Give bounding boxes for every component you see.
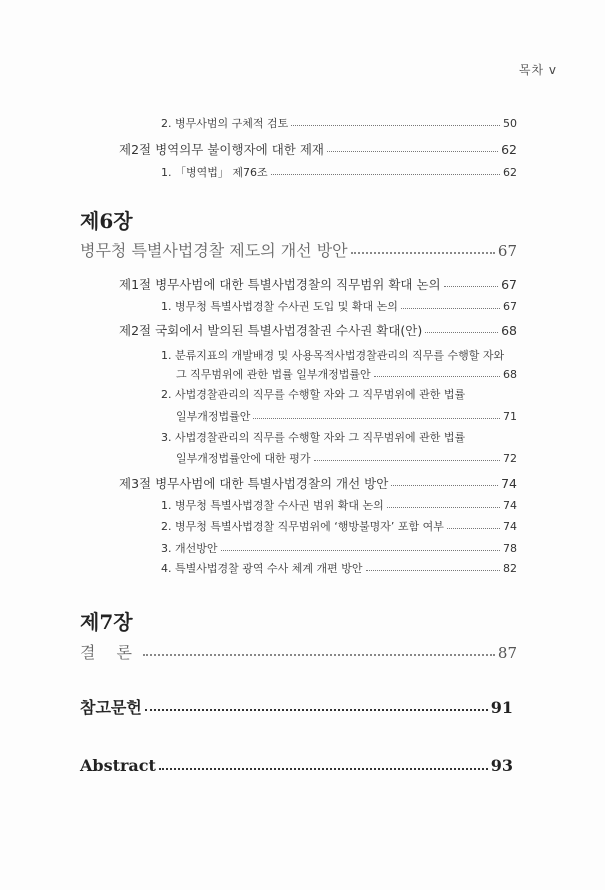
toc-section-title: 제3절 병무사범에 대한 특별사법경찰의 개선 방안 <box>119 476 389 491</box>
references-page: 91 <box>490 698 513 717</box>
chapter-title: 결 론 <box>80 643 140 662</box>
references-title: 참고문헌 <box>80 698 142 717</box>
toc-entry-title: 3. 개선방안 <box>161 542 218 555</box>
abstract-entry[interactable] <box>80 756 513 775</box>
toc-entry[interactable] <box>161 540 517 556</box>
toc-entry-page: 68 <box>503 368 517 381</box>
toc-section-page: 74 <box>501 476 517 491</box>
leader-dots <box>314 460 500 461</box>
toc-section[interactable] <box>119 474 517 492</box>
toc-entry-page: 74 <box>503 499 517 512</box>
toc-entry-title: 일부개정법률안 <box>176 410 251 423</box>
leader-dots <box>366 570 501 571</box>
running-head: 목차 v <box>518 63 557 77</box>
leader-dots <box>401 308 500 309</box>
toc-entry-line1: 3. 사법경찰관리의 직무를 수행할 자와 그 직무범위에 관한 법률 <box>161 431 466 444</box>
abstract-title: Abstract <box>80 756 156 775</box>
toc-entry-title: 2. 병무청 특별사법경찰 직무범위에 ‘행방불명자’ 포함 여부 <box>161 520 444 533</box>
toc-entry-page: 78 <box>503 542 517 555</box>
leader-dots <box>327 151 498 152</box>
references-entry[interactable] <box>80 695 513 718</box>
toc-entry-page: 50 <box>503 117 517 130</box>
toc-section-page: 68 <box>501 323 517 338</box>
toc-entry-title: 일부개정법률안에 대한 평가 <box>176 452 311 465</box>
leader-dots <box>387 507 500 508</box>
toc-entry-title: 1. 병무청 특별사법경찰 수사권 범위 확대 논의 <box>161 499 384 512</box>
chapter-page: 87 <box>497 644 517 662</box>
toc-entry[interactable] <box>161 518 517 534</box>
leader-dots <box>374 376 500 377</box>
leader-dots <box>291 125 500 126</box>
toc-entry-page: 67 <box>503 300 517 313</box>
toc-entry-line1: 2. 사법경찰관리의 직무를 수행할 자와 그 직무범위에 관한 법률 <box>161 388 466 401</box>
leader-dots <box>391 485 498 486</box>
leader-dots <box>271 174 500 175</box>
leader-dots <box>425 332 498 333</box>
toc-entry-title: 4. 특별사법경찰 광역 수사 체계 개편 방안 <box>161 562 363 575</box>
leader-dots <box>221 550 501 551</box>
toc-entry-title: 1. 「병역법」 제76조 <box>161 166 268 179</box>
toc-section-title: 제2절 국회에서 발의된 특별사법경찰권 수사권 확대(안) <box>119 323 423 338</box>
toc-entry[interactable] <box>161 115 517 131</box>
toc-section-title: 제1절 병무사범에 대한 특별사법경찰의 직무범위 확대 논의 <box>119 277 441 292</box>
toc-section[interactable] <box>119 321 517 339</box>
toc-entry-title: 2. 병무사범의 구체적 검토 <box>161 117 289 130</box>
toc-entry[interactable] <box>161 560 517 576</box>
leader-dots <box>444 286 498 287</box>
toc-entry[interactable] <box>176 450 517 466</box>
toc-entry[interactable] <box>161 298 517 314</box>
leader-dots <box>253 418 500 419</box>
chapter-title: 병무청 특별사법경찰 제도의 개선 방안 <box>80 241 348 260</box>
toc-entry[interactable] <box>176 366 517 382</box>
toc-section-page: 67 <box>501 277 517 292</box>
toc-entry-page: 74 <box>503 520 517 533</box>
toc-entry-title: 1. 병무청 특별사법경찰 수사권 도입 및 확대 논의 <box>161 300 398 313</box>
abstract-page: 93 <box>490 756 513 775</box>
toc-entry-page: 82 <box>503 562 517 575</box>
toc-entry-page: 62 <box>503 166 517 179</box>
leader-dots <box>145 709 488 711</box>
toc-entry-title: 그 직무범위에 관한 법률 일부개정법률안 <box>176 368 371 381</box>
toc-entry-line1: 1. 분류지표의 개발배경 및 사용목적사법경찰관리의 직무를 수행할 자와 <box>161 349 505 362</box>
toc-entry[interactable] <box>161 164 517 180</box>
toc-section[interactable] <box>119 275 517 293</box>
toc-section-title: 제2절 병역의무 불이행자에 대한 제재 <box>119 142 324 157</box>
toc-entry[interactable] <box>161 497 517 513</box>
leader-dots <box>159 768 488 770</box>
chapter-6-title-entry[interactable] <box>80 238 517 261</box>
toc-entry[interactable] <box>176 408 517 424</box>
toc-section[interactable] <box>119 140 517 158</box>
chapter-7-number: 제7장 <box>80 610 133 634</box>
toc-section-page: 62 <box>501 142 517 157</box>
toc-entry-page: 71 <box>503 410 517 423</box>
leader-dots <box>143 654 495 656</box>
toc-entry-page: 72 <box>503 452 517 465</box>
leader-dots <box>447 528 500 529</box>
leader-dots <box>351 252 495 254</box>
chapter-7-title-entry[interactable] <box>80 640 517 663</box>
chapter-6-number: 제6장 <box>80 209 133 233</box>
chapter-page: 67 <box>497 242 517 260</box>
